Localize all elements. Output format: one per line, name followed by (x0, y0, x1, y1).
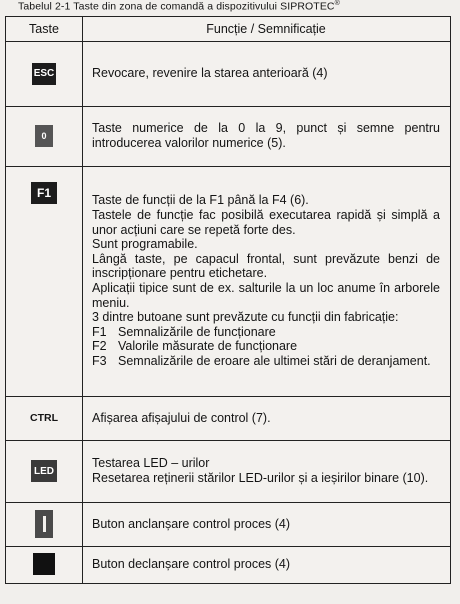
f1-key-icon: F1 (31, 182, 57, 204)
function-text: Semnalizările de eroare ale ultimei stări de deranjament. (118, 353, 431, 368)
table-row-close-breaker (6, 502, 450, 547)
keys-table (5, 16, 451, 584)
table-header-row (6, 17, 450, 42)
function-text: Valorile măsurate de funcționare (118, 339, 298, 354)
desc-cell-esc (92, 41, 440, 106)
desc-cell-numeric (92, 106, 440, 166)
caption-text: Tabelul 2-1 Taste din zona de comandă a dispozitivului SIPROTEC (18, 0, 335, 13)
function-text: Semnalizările de funcționare (118, 324, 276, 339)
zero-key-icon: 0 (35, 125, 53, 147)
header-description (82, 17, 450, 41)
table-row-led (6, 440, 450, 503)
function-desc-line: Aplicații tipice sunt de ex. salturile la un loc anume în arborele meniu. (92, 281, 440, 310)
key-cell-numeric (6, 106, 82, 166)
key-cell-esc (6, 41, 82, 106)
function-desc-line: Sunt programabile. (92, 237, 198, 252)
table-caption (18, 0, 340, 13)
desc-cell-close (92, 502, 440, 546)
close-breaker-desc: Buton anclanșare control proces (4) (92, 516, 291, 531)
esc-key-icon: ESC (32, 63, 56, 85)
desc-cell-function (92, 166, 440, 396)
function-list-item (92, 339, 440, 354)
table-row-function-keys (6, 166, 450, 397)
led-desc-line: Testarea LED – urilor (92, 456, 210, 471)
esc-desc-line: Revocare, revenire la starea anterioară (4) (92, 66, 328, 81)
numeric-desc-line: Taste numerice de la 0 la 9, punct și semne pentru introducerea valorilor numerice (5). (92, 121, 440, 150)
table-row-open-breaker (6, 546, 450, 582)
function-list-item (92, 354, 440, 369)
header-keys: Taste (29, 22, 59, 36)
led-desc-line: Resetarea reținerii stărilor LED-urilor și a ieșirilor binare (10). (92, 471, 429, 485)
table-row-ctrl (6, 396, 450, 441)
key-cell-close (6, 502, 82, 546)
key-cell-function (6, 166, 82, 396)
table-row-esc (6, 41, 450, 107)
key-cell-led (6, 440, 82, 502)
ctrl-key-icon: CTRL (30, 412, 58, 424)
function-desc-line: Tastele de funcție fac posibilă executarea rapidă și simplă a unor acțiuni care se repetă forte des. (92, 208, 440, 237)
open-breaker-icon (33, 553, 55, 575)
led-key-icon: LED (31, 460, 57, 482)
caption-registered-mark: ® (334, 0, 340, 7)
function-code: F1 (92, 324, 107, 339)
desc-cell-open (92, 546, 440, 582)
desc-cell-led (92, 440, 440, 502)
function-code: F2 (92, 339, 107, 354)
function-desc-line: 3 dintre butoane sunt prevăzute cu funcții din fabricație: (92, 310, 399, 325)
close-breaker-icon (35, 510, 53, 538)
key-cell-ctrl (6, 396, 82, 440)
open-breaker-desc: Buton declanșare control proces (4) (92, 556, 291, 571)
desc-cell-ctrl (92, 396, 440, 440)
function-code: F3 (92, 353, 107, 368)
key-cell-open (6, 546, 82, 582)
function-desc-line: Taste de funcții de la F1 până la F4 (6). (92, 193, 309, 208)
table-row-numeric (6, 106, 450, 167)
function-desc-line: Lângă taste, pe capacul frontal, sunt prevăzute benzi de inscripționare pentru etichetare. (92, 251, 440, 281)
header-desc-label: Funcție / Semnificație (206, 21, 326, 36)
function-list-item (92, 325, 440, 340)
ctrl-desc-line: Afișarea afișajului de control (7). (92, 410, 271, 425)
